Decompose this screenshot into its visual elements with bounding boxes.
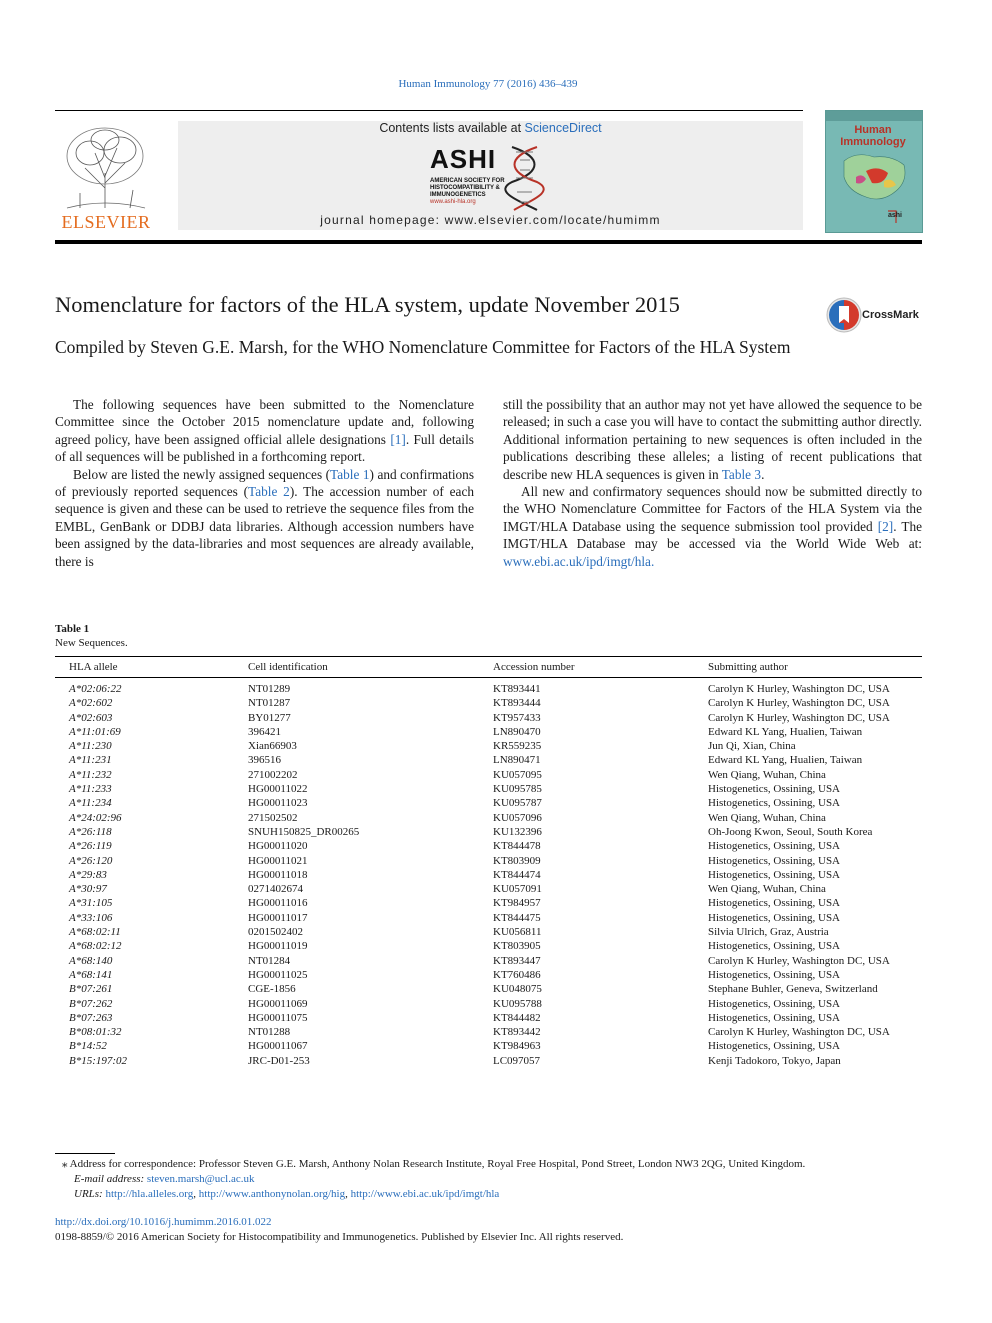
email-link[interactable]: steven.marsh@ucl.ac.uk [146,1173,255,1185]
table-row [55,678,922,697]
cell-author: Histogenetics, Ossining, USA [708,940,840,953]
p2-text-c: ). The accession number of each sequence is given and these can be used to retrieve the sequence files from the EMBL, GenBank or DDBJ data libraries. Although accession numbers have been assigned by the data-libraries and most sequences are already available, there is [55,484,474,569]
cell-identification: NT01289 [248,683,291,695]
cell-identification: 0201502402 [248,926,303,939]
table-row [55,796,922,810]
cell-author: Wen Qiang, Wuhan, China [708,768,826,781]
cell-accession: KT957433 [493,711,541,724]
cell-accession: KT803909 [493,854,541,867]
table-1-link[interactable]: Table 1 [330,466,370,482]
cell-hla-allele: A*24:02:96 [69,811,122,824]
cell-identification: 396516 [248,754,281,767]
table-row [55,954,922,968]
address-text: Address for correspondence: Professor Steven G.E. Marsh, Anthony Nolan Research Institute, Royal Free Hospital, Pond Street, London NW3 2QG, United Kingdom. [69,1158,806,1170]
table-row [55,982,922,996]
crossmark-icon[interactable] [826,297,862,333]
email-label: E-mail address: [74,1173,145,1185]
header-thick-rule [55,240,922,244]
paragraph-4 [503,483,922,570]
paragraph-1 [55,396,474,466]
cell-accession: KT893444 [493,697,541,710]
cover-title-line-1: Human [854,124,892,136]
p4-text-a: All new and confirmatory sequences should now be submitted directly to the WHO Nomenclature Committee for Factors of the HLA System via the IMGT/HLA Database using the sequence submission tool provided [503,484,922,534]
cell-identification: HG00011075 [248,1011,308,1024]
table-row [55,1054,922,1068]
col-header-author: Submitting author [708,657,922,678]
journal-citation[interactable]: Human Immunology 77 (2016) 436–439 [398,78,578,90]
cell-identification: HG00011025 [248,968,308,981]
cell-accession: KU057091 [493,883,542,896]
cell-accession: KT760486 [493,968,541,981]
cell-identification: 271502502 [248,811,298,824]
imgt-hla-link[interactable]: www.ebi.ac.uk/ipd/imgt/hla. [503,553,655,569]
cell-accession: KT844475 [493,911,541,924]
cell-author: Wen Qiang, Wuhan, China [708,883,826,896]
p2-text-a: Below are listed the newly assigned sequences ( [73,466,331,482]
table-row [55,1039,922,1053]
url-hla-alleles[interactable]: http://hla.alleles.org [105,1188,194,1200]
cell-identification: HG00011020 [248,840,308,853]
cell-identification: Xian66903 [248,740,297,753]
body-left-column [55,396,474,570]
cell-accession: KR559235 [493,740,542,753]
ashi-url: www.ashi-hla.org [430,199,476,205]
cover-title-line-2: Immunology [840,136,906,148]
cell-hla-allele: A*11:232 [69,768,112,781]
cell-accession: KU095787 [493,797,542,810]
cell-author: Jun Qi, Xian, China [708,740,796,753]
cell-author: Stephane Buhler, Geneva, Switzerland [708,983,878,996]
elsevier-wordmark: ELSEVIER [61,212,151,232]
cell-accession: KT893442 [493,1026,541,1039]
cell-identification: HG00011069 [248,997,308,1010]
table-2-link[interactable]: Table 2 [248,484,290,500]
col-header-accession: Accession number [493,657,708,678]
cell-author: Histogenetics, Ossining, USA [708,911,840,924]
footnote-address [62,1157,922,1172]
cell-hla-allele: A*26:120 [69,854,113,867]
table-row [55,896,922,910]
p3-text-a: still the possibility that an author may not yet have allowed the sequence to be released; in such a case you will have to contact the submitting author directly. Additional information pertaining to new sequences is often included in the publications describing these alleles; a listing of recent publications that describe new HLA sequences is given in [503,397,922,482]
cell-author: Histogenetics, Ossining, USA [708,840,840,853]
cell-identification: HG00011067 [248,1040,308,1053]
col-header-hla-allele: HLA allele [55,657,248,678]
footnote-star: ⁎ [62,1158,68,1170]
table-row [55,882,922,896]
cell-author: Carolyn K Hurley, Washington DC, USA [708,711,890,724]
paragraph-2 [55,466,474,570]
cell-identification: NT01288 [248,1026,291,1039]
sciencedirect-link[interactable]: ScienceDirect [524,121,602,135]
cell-hla-allele: A*26:118 [69,825,112,838]
cell-identification: HG00011019 [248,940,308,953]
p2-text-b: ) and confirmations of previously reported sequences ( [55,466,474,500]
cell-accession: LN890471 [493,754,541,767]
cell-accession: KU056811 [493,926,542,939]
header-rule [55,110,803,111]
cell-hla-allele: A*11:231 [69,754,112,767]
cell-hla-allele: B*15:197:02 [69,1054,128,1067]
table-row [55,925,922,939]
cell-hla-allele: B*14:52 [69,1040,107,1053]
cell-hla-allele: A*68:140 [69,954,113,967]
ashi-name-2: HISTOCOMPATIBILITY & [430,185,500,191]
cell-hla-allele: A*02:602 [69,697,113,710]
urls-label: URLs: [74,1188,103,1200]
cell-hla-allele: A*02:06:22 [69,683,122,695]
cell-author: Silvia Ulrich, Graz, Austria [708,926,829,939]
ashi-logo [420,142,570,214]
contents-line [178,121,803,135]
cell-accession: KU057096 [493,811,542,824]
cell-author: Carolyn K Hurley, Washington DC, USA [708,683,890,695]
cell-hla-allele: A*26:119 [69,840,112,853]
cell-hla-allele: B*08:01:32 [69,1026,122,1039]
cell-hla-allele: A*11:01:69 [69,725,121,738]
cell-author: Histogenetics, Ossining, USA [708,997,840,1010]
doi-link[interactable]: http://dx.doi.org/10.1016/j.humimm.2016.01.022 [55,1216,272,1228]
table-row [55,911,922,925]
table-row [55,968,922,982]
article-title: Nomenclature for factors of the HLA system, update November 2015 [55,292,680,317]
table-row [55,696,922,710]
cell-identification: HG00011017 [248,911,308,924]
cell-hla-allele: A*33:106 [69,911,113,924]
cell-identification: CGE-1856 [248,983,296,996]
cell-hla-allele: B*07:261 [69,983,113,996]
table-row [55,1011,922,1025]
p1-text-a: The following sequences have been submitted to the Nomenclature Committee since the October 2015 nomenclature update and, following agreed policy, have been assigned official allele designations [55,397,474,447]
cell-accession: KU095788 [493,997,542,1010]
table-number: Table 1 [55,623,90,635]
cell-identification: 0271402674 [248,883,303,896]
cell-author: Edward KL Yang, Hualien, Taiwan [708,754,863,767]
cell-hla-allele: A*29:83 [69,868,107,881]
cell-author: Histogenetics, Ossining, USA [708,1040,840,1053]
cell-author: Histogenetics, Ossining, USA [708,897,840,910]
cell-author: Histogenetics, Ossining, USA [708,797,840,810]
crossmark-label[interactable]: CrossMark [862,309,919,321]
cell-accession: KT844482 [493,1011,541,1024]
table-row [55,997,922,1011]
table-row [55,811,922,825]
cell-identification: HG00011021 [248,854,308,867]
cell-identification: NT01284 [248,954,291,967]
ashi-name-1: AMERICAN SOCIETY FOR [430,178,505,184]
cell-author: Histogenetics, Ossining, USA [708,783,840,796]
cell-identification: HG00011016 [248,897,308,910]
footnote-email [74,1172,255,1187]
table-row [55,753,922,767]
table-row [55,868,922,882]
table-3-link[interactable]: Table 3 [721,466,762,482]
url-ebi-imgt[interactable]: http://www.ebi.ac.uk/ipd/imgt/hla [350,1188,500,1200]
table-row [55,725,922,739]
cell-accession: KT984963 [493,1040,541,1053]
cell-identification: 271002202 [248,768,298,781]
cell-identification: BY01277 [248,711,291,724]
url-anthony-nolan[interactable]: http://www.anthonynolan.org/hig [198,1188,346,1200]
ref-1-link[interactable]: [1] [390,431,406,447]
cell-accession: LC097057 [493,1054,541,1067]
ashi-name-3: IMMUNOGENETICS [430,192,486,198]
cell-accession: KU132396 [493,825,542,838]
cell-hla-allele: A*11:233 [69,783,112,796]
cell-author: Carolyn K Hurley, Washington DC, USA [708,697,890,710]
table-row [55,782,922,796]
table-row [55,768,922,782]
cell-identification: 396421 [248,725,281,738]
cell-author: Edward KL Yang, Hualien, Taiwan [708,725,863,738]
cell-identification: HG00011023 [248,797,308,810]
cell-accession: KT893447 [493,954,541,967]
table-header-row [55,657,922,678]
table-row [55,854,922,868]
p3-text-b: . [761,466,765,482]
cell-author: Kenji Tadokoro, Tokyo, Japan [708,1054,841,1067]
cell-hla-allele: A*30:97 [69,883,107,896]
table-row [55,939,922,953]
table-caption [55,622,128,650]
cell-identification: HG00011018 [248,868,308,881]
cell-accession: KT984957 [493,897,541,910]
cell-hla-allele: A*31:105 [69,897,113,910]
cell-accession: KU048075 [493,983,542,996]
table-row [55,1025,922,1039]
cover-title [828,124,918,148]
cell-author: Carolyn K Hurley, Washington DC, USA [708,954,890,967]
body-right-column [503,396,922,570]
cell-author: Carolyn K Hurley, Washington DC, USA [708,1026,890,1039]
col-header-cell-id: Cell identification [248,657,493,678]
ref-2-link[interactable]: [2] [877,518,894,534]
cell-author: Oh-Joong Kwon, Seoul, South Korea [708,825,873,838]
cell-hla-allele: A*68:141 [69,968,113,981]
cell-accession: KT844474 [493,868,541,881]
ashi-abbr: ASHI [430,144,497,174]
table-row [55,825,922,839]
table-title: New Sequences. [55,637,128,649]
dna-helix-icon [502,142,552,214]
cell-hla-allele: A*68:02:11 [69,926,121,939]
cell-accession: KT844478 [493,840,541,853]
cell-author: Histogenetics, Ossining, USA [708,854,840,867]
cell-identification: NT01287 [248,697,291,710]
p1-text-b: . Full details of all sequences will be published in a forthcoming report. [55,431,474,465]
cell-author: Wen Qiang, Wuhan, China [708,811,826,824]
cell-author: Histogenetics, Ossining, USA [708,868,840,881]
cell-author: Histogenetics, Ossining, USA [708,1011,840,1024]
cell-author: Histogenetics, Ossining, USA [708,968,840,981]
table-row [55,739,922,753]
p4-text-b: . The IMGT/HLA Database may be accessed via the World Wide Web at: [503,518,922,552]
paragraph-3 [503,396,922,483]
cell-identification: JRC-D01-253 [248,1054,310,1067]
cell-accession: KT893441 [493,683,541,695]
table-row [55,839,922,853]
compiled-by: Compiled by Steven G.E. Marsh, for the WHO Nomenclature Committee for Factors of the HLA System [55,337,791,357]
cell-hla-allele: A*11:230 [69,740,112,753]
footnote-rule [55,1153,115,1154]
footnote-urls: URLs: http://hla.alleles.org, http://www.anthonynolan.org/hig, http://www.ebi.ac.uk/ipd/imgt/hla [74,1188,500,1200]
cell-accession: KT803905 [493,940,541,953]
cell-identification: HG00011022 [248,783,308,796]
cell-hla-allele: A*02:603 [69,711,113,724]
contents-prefix: Contents lists available at [379,121,525,135]
cell-identification: SNUH150825_DR00265 [248,825,360,838]
cell-hla-allele: B*07:262 [69,997,113,1010]
cell-accession: KU057095 [493,768,542,781]
cell-accession: LN890470 [493,725,541,738]
cell-hla-allele: B*07:263 [69,1011,113,1024]
cell-hla-allele: A*68:02:12 [69,940,122,953]
table-row [55,711,922,725]
copyright-line: 0198-8859/© 2016 American Society for Histocompatibility and Immunogenetics. Published by Elsevier Inc. All rights reserved. [55,1231,624,1243]
cell-hla-allele: A*11:234 [69,797,112,810]
new-sequences-table [55,656,922,1068]
cover-ashi-logo: ashi [888,212,903,219]
journal-homepage[interactable]: journal homepage: www.elsevier.com/locate/humimm [320,213,661,227]
cell-accession: KU095785 [493,783,542,796]
